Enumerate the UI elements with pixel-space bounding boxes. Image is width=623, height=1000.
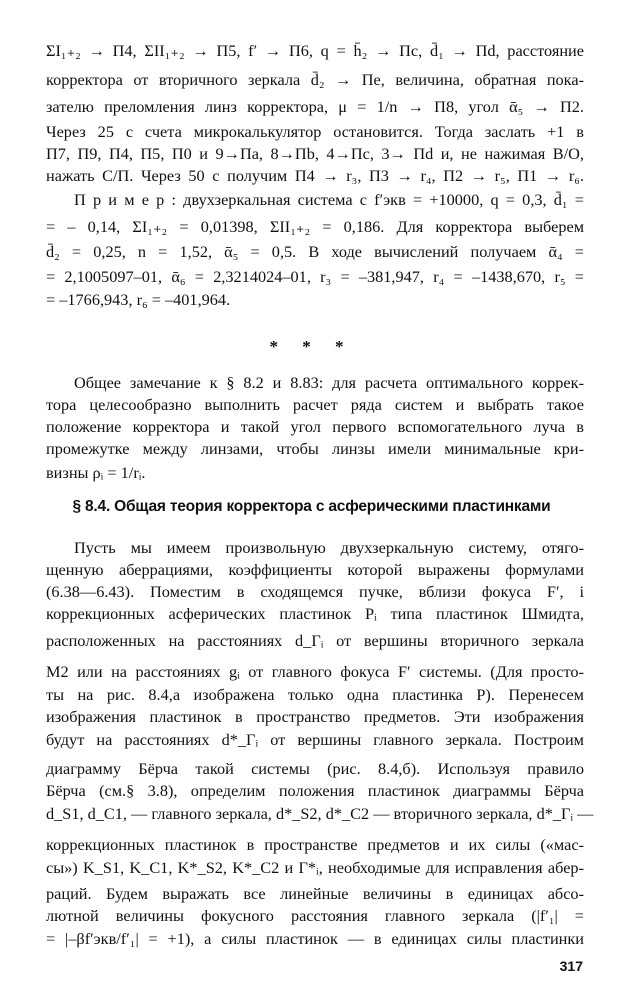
text-line: Пусть мы имеем произвольную двухзеркальную систему, отяго-	[74, 538, 584, 557]
text-line: П7, П9, П4, П5, П0 и 9→Па, 8→Пb, 4→Пс, 3→ Пd и, не нажимая В/О,	[46, 144, 584, 163]
text-line: d_S1, d_C1, — главного зеркала, d*_S2, d*_C2 — вторичного зеркала, d*_Гᵢ —	[46, 804, 594, 823]
section-separator: * * *	[269, 337, 354, 356]
text-line: изображения пластинок в пространство предметов. Эти изображения	[46, 707, 584, 726]
text-line: М2 или на расстояниях gᵢ от главного фокуса F′ системы. (Для просто-	[46, 662, 584, 681]
page-number: 317	[559, 958, 583, 974]
text-line: (6.38—6.43). Поместим в сходящемся пучке, вблизи фокуса F′, i	[46, 582, 584, 601]
text-line: = |–βf′экв/f′₁| = +1), а силы пластинок — в единицах силы пластинки	[46, 929, 584, 948]
text-line: ΣI₁₊₂ → П4, ΣII₁₊₂ → П5, f′ → П6, q = h̄₂ → Пс, d̄₁ → Пd, расстояние	[46, 41, 584, 60]
text-line: Через 25 с счета микрокалькулятор остановится. Тогда заслать +1 в	[46, 122, 584, 141]
text-line: визны ρᵢ = 1/rᵢ.	[46, 463, 146, 482]
text-line: коррекционных пластинок в пространстве предметов и их силы («мас-	[46, 835, 584, 854]
text-line: раций. Будем выражать все линейные величины в единицах абсо-	[46, 884, 584, 903]
text-line: будут на расстояниях d*_Гᵢ от вершины главного зеркала. Построим	[46, 730, 584, 749]
text-line: лютной величины фокусного расстояния главного зеркала (|f′₁| =	[46, 906, 584, 925]
section-heading: § 8.4. Общая теория корректора с асферическими пластинками	[72, 498, 551, 515]
text-line: положение корректора и такой угол первого вспомогательного луча в	[46, 417, 584, 436]
text-line: П р и м е р : двухзеркальная система с f′экв = +10000, q = 0,3, d̄₁ =	[74, 190, 584, 209]
text-line: Общее замечание к § 8.2 и 8.83: для расчета оптимального коррек-	[74, 373, 584, 392]
text-line: расположенных на расстояниях d_Гᵢ от вершины вторичного зеркала	[46, 631, 584, 650]
text-line: Бёрча (см.§ 3.8), определим положения пластинок диаграммы Бёрча	[46, 781, 584, 800]
text-line: нажать С/П. Через 50 с получим П4 → r₃, П3 → r₄, П2 → r₅, П1 → r₆.	[46, 166, 584, 185]
text-line: промежутке между линзами, чтобы линзы имели минимальные кри-	[46, 439, 584, 458]
text-line: щенную аберрациями, коэффициенты которой выражены формулами	[46, 560, 584, 579]
text-line: коррекционных асферических пластинок Pᵢ типа пластинок Шмидта,	[46, 604, 584, 623]
text-line: = 2,1005097–01, ᾱ₆ = 2,3214024–01, r₃ = –381,947, r₄ = –1438,670, r₅ =	[46, 267, 584, 286]
text-line: сы») K_S1, K_C1, K*_S2, K*_C2 и Г*ᵢ, необходимые для исправления абер-	[46, 858, 584, 877]
text-line: диаграмму Бёрча такой системы (рис. 8.4,б). Используя правило	[46, 759, 584, 778]
text-line: корректора от вторичного зеркала d̄₂ → Пе, величина, обратная пока-	[46, 70, 584, 89]
text-line: тора целесообразно выполнить расчет ряда систем и выбрать такое	[46, 395, 584, 414]
text-line: d̄₂ = 0,25, n = 1,52, ᾱ₅ = 0,5. В ходе вычислений получаем ᾱ₄ =	[46, 242, 584, 261]
text-line: = – 0,14, ΣI₁₊₂ = 0,01398, ΣII₁₊₂ = 0,186. Для корректора выберем	[46, 217, 584, 236]
text-line: = –1766,943, r₆ = –401,964.	[46, 290, 231, 309]
text-line: зателю преломления линз корректора, μ = 1/n → П8, угол ᾱ₅ → П2.	[46, 97, 584, 116]
text-line: ты на рис. 8.4,а изображена только одна пластинка P). Перенесем	[46, 685, 584, 704]
